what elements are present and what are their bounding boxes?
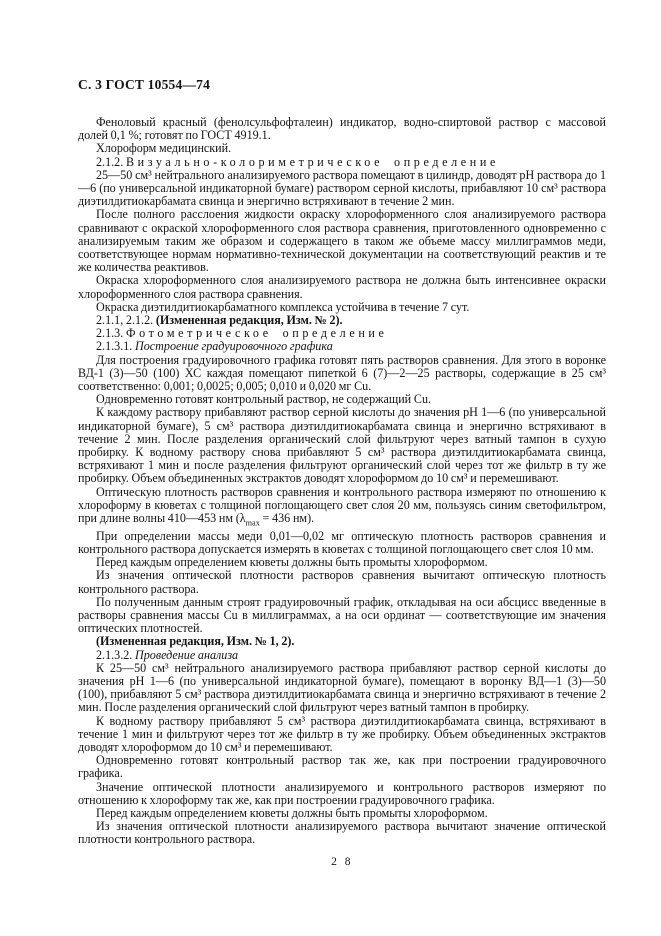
paragraph [78,715,606,755]
text-segment: Окраска диэтилдитиокарбаматного комплекса устойчива в течение 7 сут. [96,299,470,314]
paragraph [78,754,606,780]
text-segment: 2.1.3. [96,326,126,341]
text-segment: Оптическую плотность растворов сравнения и контрольного раствора измеряют по отношению к хлороформу в кюветах с толщиной поглощающего свет слоя 20 мм, пользуясь синим светофильтром, при длине волны 410—453 нм (λ [78,484,606,526]
paragraph [78,530,606,556]
text-segment: К каждому раствору прибавляют раствор серной кислоты до значения pH 1—6 (по универсальной индикаторной бумаге), 5 см³ раствора диэтилдитиокарбамата свинца и энергично встряхивают в течение 2 мин. После разделения органический слой фильтруют через ватный тампон в сухую пробирку. К водному раствору снова прибавляют 5 см³ раствора диэтилдитиокарбамата свинца, встряхивают 1 мин и после разделения фильтруют органический слой через тот же фильтр в ту же пробирку. Объем объединенных экстрактов доводят хлороформом до 10 см³ и перемешивают. [78,405,606,486]
text-segment: Построение градуировочного графика [135,339,333,354]
text-segment: Значение оптической плотности анализируемого и контрольного растворов измеряют по отношению к хлороформу так же, как при построении градуировочного графика. [78,779,606,807]
text-segment: Хлороформ медицинский. [96,141,232,156]
paragraph [78,354,606,394]
text-segment: = 436 нм). [259,511,315,526]
text-segment: max [245,518,260,528]
paragraph [78,208,606,274]
amendment-note: (Измененная редакция, Изм. № 2). [155,313,343,328]
paragraph [78,596,606,636]
text-segment: Одновременно готовят контрольный раствор так же, как при построении градуировочного графика. [78,753,606,781]
text-segment: Перед каждым определением кюветы должны быть промыты хлороформом. [96,555,488,570]
paragraph [78,274,606,300]
paragraph [78,662,606,715]
text-segment: 2.1.3.1. [96,339,136,354]
paragraph [78,820,606,846]
text-segment: Из значения оптической плотности растворов сравнения вычитают оптическую плотность контрольного раствора. [78,568,606,596]
text-segment: Окраска хлороформенного слоя анализируемого раствора не должна быть интенсивнее окраски хлороформенного слоя раствора сравнения. [78,273,606,301]
text-segment: 2.1.1, 2.1.2. [96,313,156,328]
text-segment: Из значения оптической плотности анализируемого раствора вычитают значение оптической плотности контрольного раствора. [78,819,606,847]
text-segment: 25—50 см³ нейтрального анализируемого раствора помещают в цилиндр, доводят pH раствора до 1—6 (по универсальной индикаторной бумаге) раствором серной кислоты, прибавляют 10 см³ раствора диэтилдитиокарбамата свинца и энергично встряхивают в течение 2 мин. [78,167,606,209]
paragraph [78,781,606,807]
text-segment: После полного расслоения жидкости окраску хлороформенного слоя анализируемого раствора сравнивают с окраской хлороформенного слоя раствора сравнения, приготовленного одновременно с анализируемым таким же образом и содержащего в таком же объеме массу миллиграммов меди, соответствующее нормам нормативно-технической документации на соответствующий реактив и те же количества реактивов. [78,207,606,275]
document-header: С. 3 ГОСТ 10554—74 [78,77,211,92]
text-segment: К водному раствору прибавляют 5 см³ раствора диэтилдитиокарбамата свинца, встряхивают в течение 1 мин и фильтруют через тот же фильтр в ту же пробирку. Объем объединенных экстрактов доводят хлороформом до 10 см³ и перемешивают. [78,713,606,754]
paragraph [78,569,606,595]
page-number: 2 8 [331,855,353,868]
text-segment: Перед каждым определением кюветы должны быть промыты хлороформом. [96,805,488,820]
document-body [78,116,606,847]
paragraph [78,406,606,485]
paragraph [78,116,606,142]
text-segment: Феноловый красный (фенолсульфофталеин) индикатор, водно-спиртовой раствор с массовой долей 0,1 %; готовят по ГОСТ 4919.1. [78,115,606,143]
text-segment: 2.1.2. [96,154,126,169]
text-segment: По полученным данным строят градуировочный график, откладывая на оси абсцисс введенные в растворы сравнения массы Cu в миллиграммах, а на оси ординат — соответствующие им значения оптических плотностей. [78,594,606,636]
text-segment: При определении массы меди 0,01—0,02 мг оптическую плотность растворов сравнения и контрольного раствора допускается измерять в кюветах с толщиной поглощающего свет слоя 10 мм. [78,528,606,556]
amendment-note: (Измененная редакция, Изм. № 1, 2). [96,634,295,649]
text-segment: Одновременно готовят контрольный раствор, не содержащий Cu. [96,392,432,407]
text-segment: Для построения градуировочного графика готовят пять растворов сравнения. Для этого в воронке ВД-1 (3)—50 (100) ХС каждая помещают пипеткой 6 (7)—2—25 растворы, содержащие в 25 см³ соответственно: 0,001; 0,0025; 0,005; 0,010 и 0,020 мг Cu. [78,352,606,394]
text-segment: К 25—50 см³ нейтрального анализируемого раствора прибавляют раствор серной кислоты до значения pH 1—6 (по универсальной индикаторной бумаге), помещают в воронку ВД—1 (3)—50 (100), прибавляют 5 см³ раствора диэтилдитиокарбамата свинца и энергично встряхивают в течение 2 мин. После разделения органический слой фильтруют через ватный тампон в пробирку. [78,660,606,715]
text-segment: Проведение анализа [135,647,239,662]
text-segment: 2.1.3.2. [96,647,136,662]
paragraph [78,486,606,530]
text-segment: Фотометрическое определение [125,326,388,341]
paragraph [78,169,606,209]
text-segment: Визуально-колориметрическое определение [125,154,499,169]
